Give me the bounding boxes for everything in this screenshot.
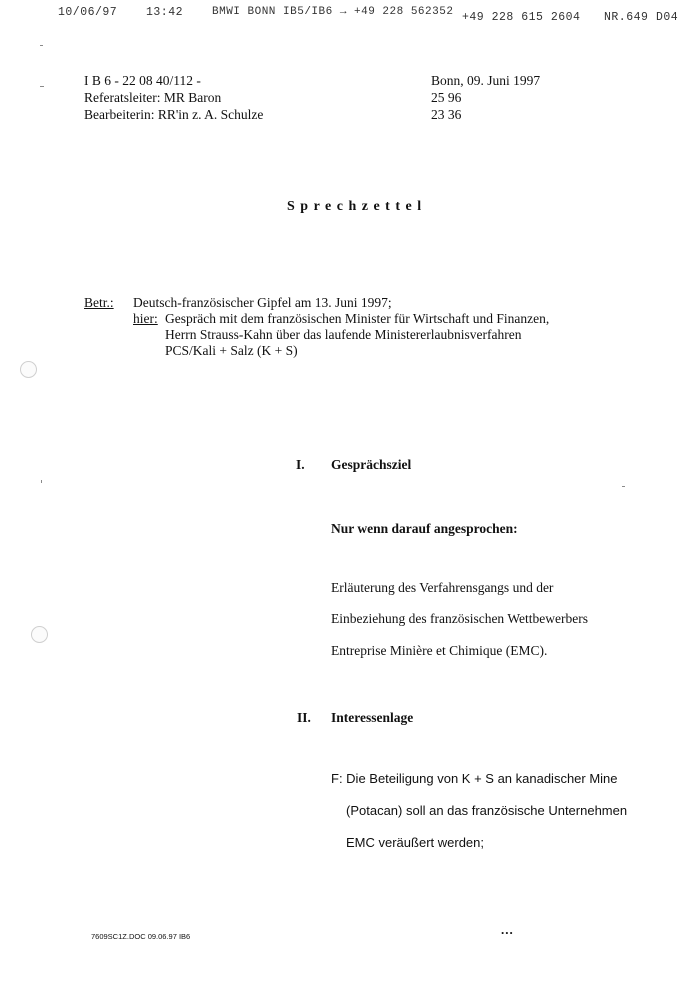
place-date: Bonn, 09. Juni 1997 [431, 73, 541, 88]
subject-line-1: Deutsch-französischer Gipfel am 13. Juni 1997; [133, 295, 392, 310]
section-2-line: (Potacan) soll an das französische Unternehmen [346, 803, 628, 818]
subject-line-4: PCS/Kali + Salz (K + S) [165, 343, 298, 358]
subject-line-3: Herrn Strauss-Kahn über das laufende Ministererlaubnisverfahren [165, 327, 522, 342]
section-1-condition: Nur wenn darauf angesprochen: [331, 521, 518, 536]
referatsleiter-label: Referatsleiter: [84, 90, 161, 105]
section-1-heading: Gesprächsziel [331, 457, 412, 472]
section-1-number: I. [296, 457, 305, 472]
bearbeiterin-label: Bearbeiterin: [84, 107, 155, 122]
scan-mark [622, 486, 625, 487]
continuation-mark: ... [501, 922, 514, 937]
phone-extension-2: 23 36 [431, 107, 462, 122]
footer-doc-reference: 7609SC1Z.DOC 09.06.97 IB6 [91, 932, 191, 941]
subject-label: Betr.: [84, 295, 114, 310]
punch-hole [31, 626, 48, 643]
section-2-line: EMC veräußert werden; [346, 835, 484, 850]
punch-hole [20, 361, 37, 378]
section-2-heading: Interessenlage [331, 710, 414, 725]
section-1-line: Entreprise Minière et Chimique (EMC). [331, 643, 548, 658]
scan-mark [40, 45, 43, 46]
fax-nr: NR.649 [604, 11, 649, 24]
scan-mark [40, 86, 44, 87]
document-title: Sprechzettel [287, 199, 427, 214]
fax-sender: BMWI BONN IB5/IB6 → +49 228 562352 [212, 6, 454, 18]
section-1-line: Erläuterung des Verfahrensgangs und der [331, 580, 554, 595]
fax-date: 10/06/97 [58, 6, 118, 19]
bearbeiterin-name: RR'in z. A. Schulze [157, 107, 264, 122]
hier-label: hier: [133, 311, 158, 326]
section-2-line: F: Die Beteiligung von K + S an kanadischer Mine [331, 771, 618, 786]
referatsleiter-line [84, 89, 221, 106]
section-1-line: Einbeziehung des französischen Wettbewerbers [331, 611, 588, 626]
fax-number: +49 228 615 2604 [462, 11, 581, 24]
section-2-number: II. [297, 710, 311, 725]
fax-time: 13:42 [146, 6, 184, 19]
phone-extension-1: 25 96 [431, 90, 462, 105]
fax-page: D04 [656, 11, 679, 24]
referatsleiter-name: MR Baron [163, 90, 222, 105]
subject-line-2: Gespräch mit dem französischen Minister für Wirtschaft und Finanzen, [165, 311, 550, 326]
scan-mark [41, 480, 42, 483]
reference-number: I B 6 - 22 08 40/112 - [84, 73, 201, 88]
bearbeiterin-line [84, 106, 263, 123]
